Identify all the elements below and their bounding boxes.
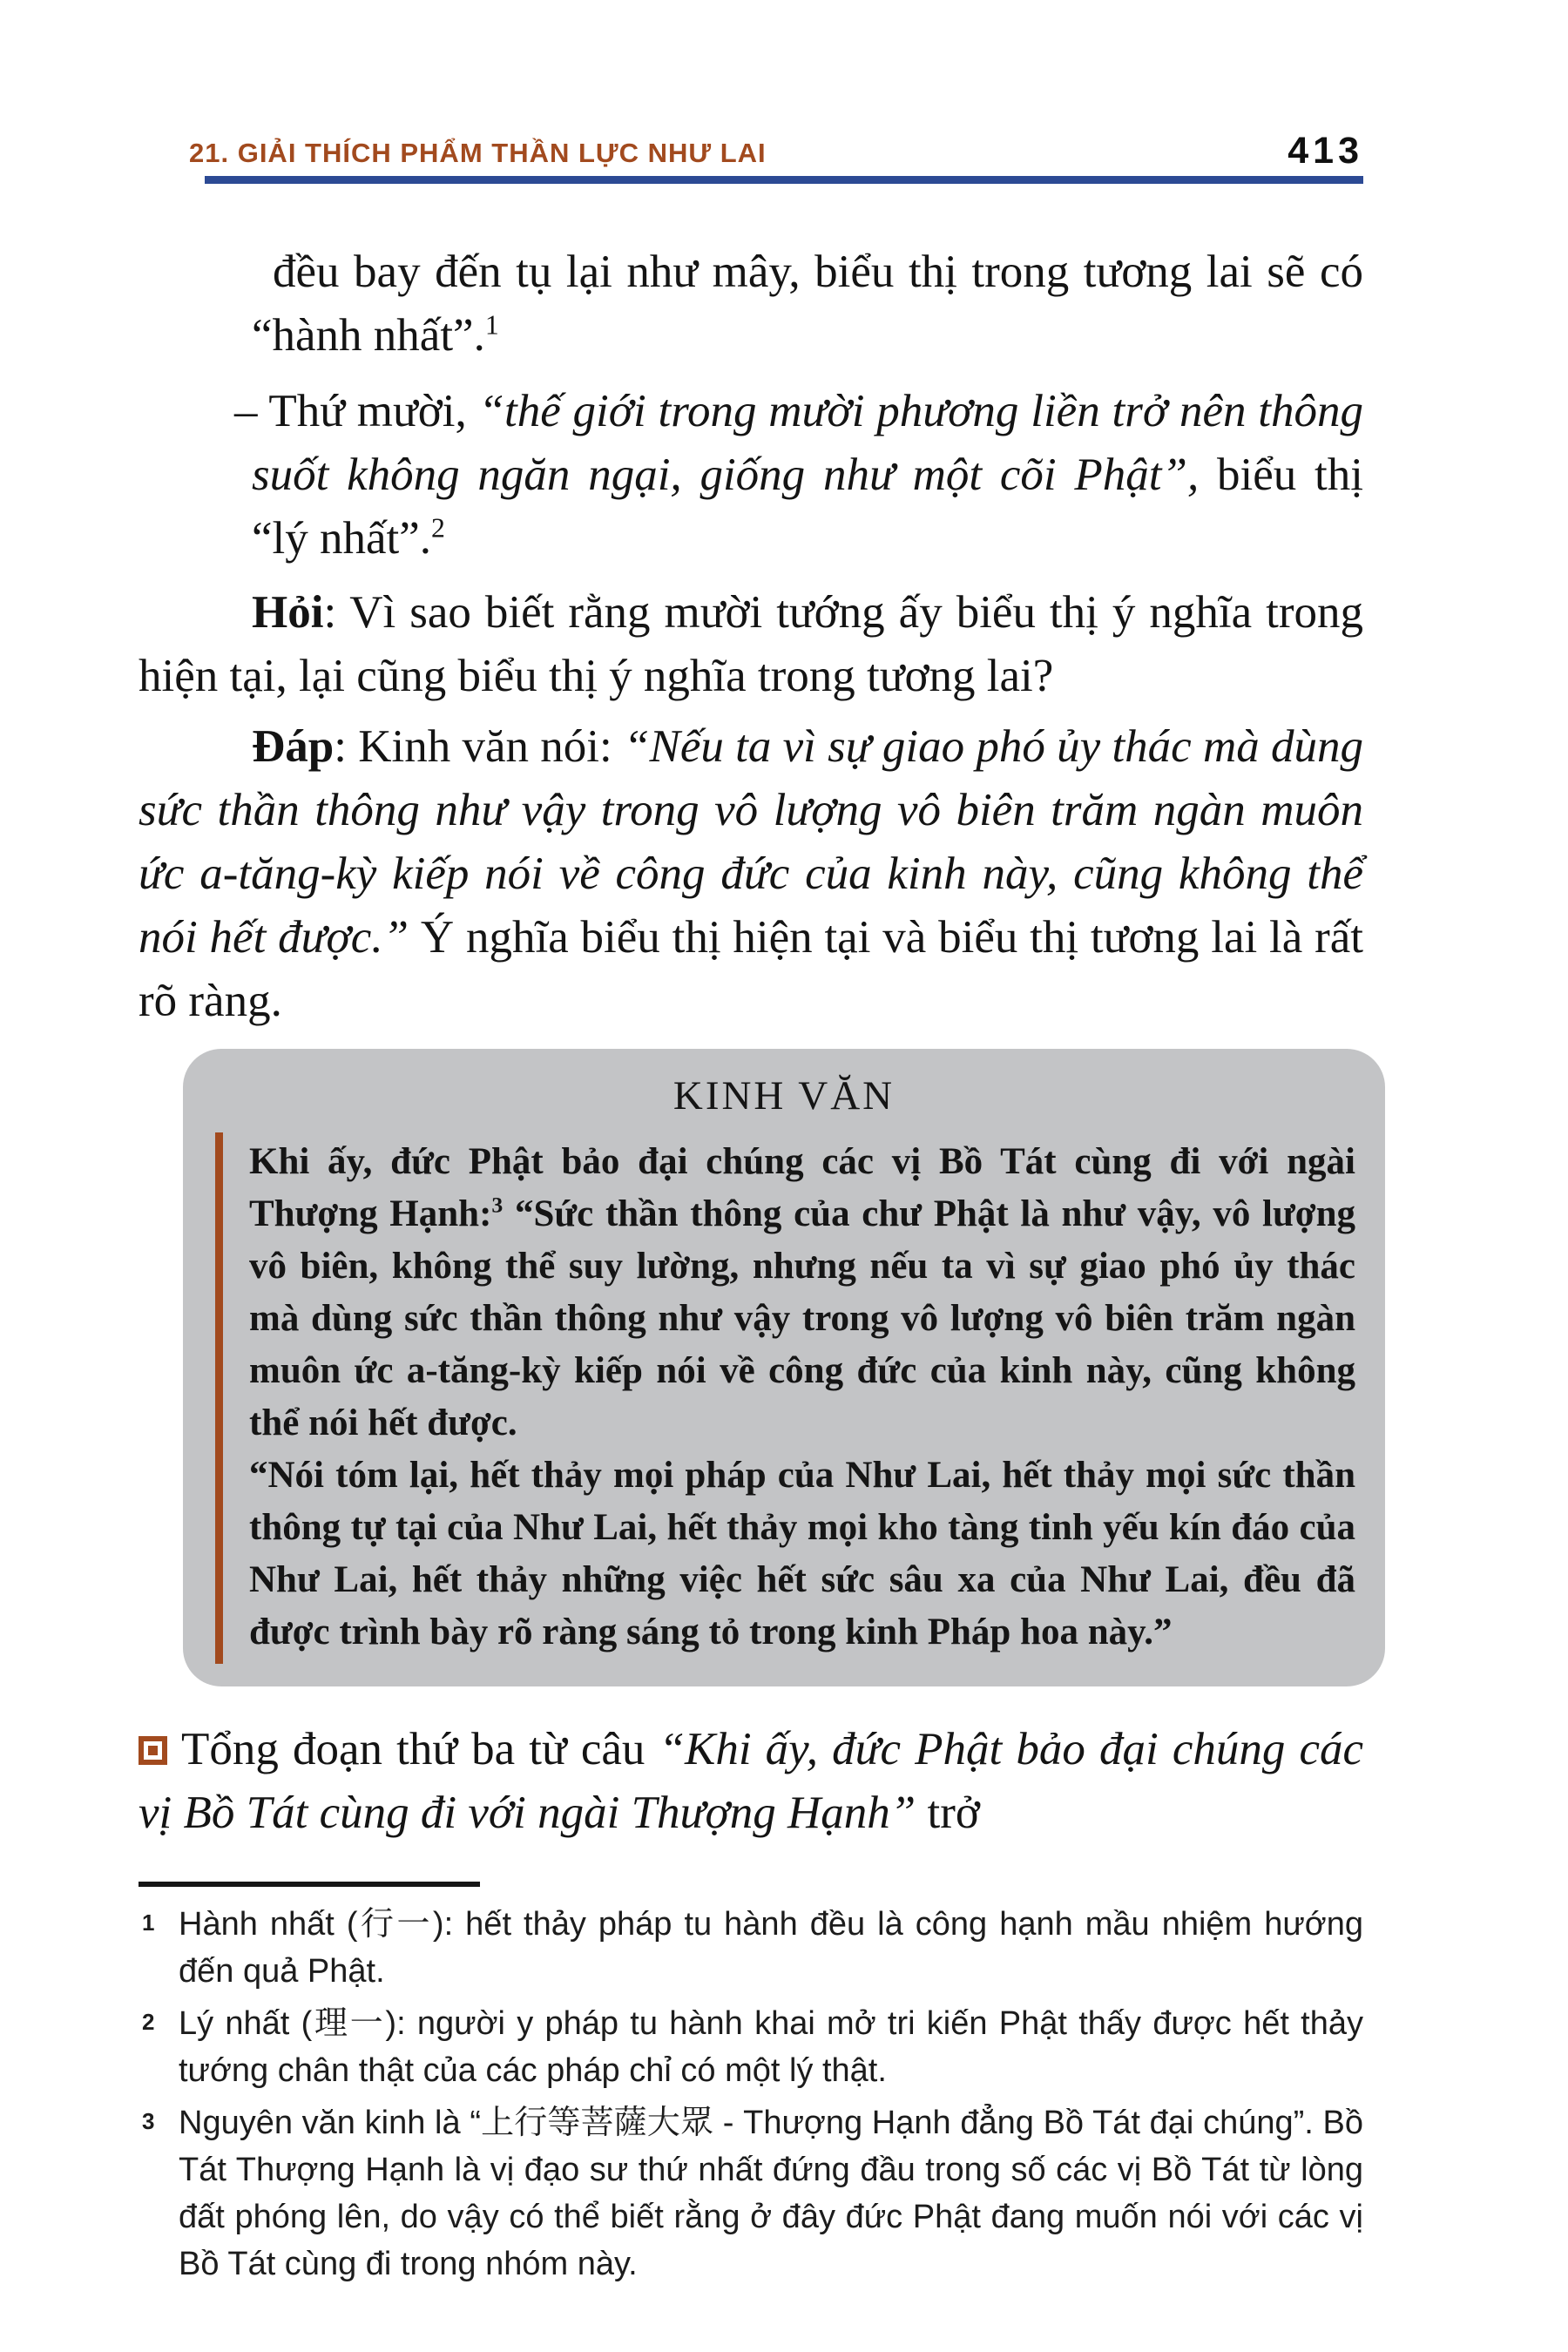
paragraph-summary-text: Tổng đoạn thứ ba từ câu “Khi ấy, đức Phật bảo đại chúng các vị Bồ Tát cùng đi với ngài Thượng Hạnh” trở (139, 1724, 1363, 1838)
page-number: 413 (1288, 130, 1363, 172)
footnotes (139, 1882, 1363, 2288)
footnote-text: Hành nhất (行一): hết thảy pháp tu hành đều là công hạnh mầu nhiệm hướng đến quả Phật. (179, 1906, 1363, 1990)
chapter-title: 21. GIẢI THÍCH PHẨM THẦN LỰC NHƯ LAI (189, 138, 767, 168)
sutra-box-paragraph-2: “Nói tóm lại, hết thảy mọi pháp của Như Lai, hết thảy mọi sức thần thông tự tại của Như Lai, hết thảy mọi kho tàng tinh yếu kín đáo của Như Lai, hết thảy những việc hết sức sâu xa của Như Lai, đều đã được trình bày rõ ràng sáng tỏ trong kinh Pháp hoa này.” (249, 1455, 1355, 1652)
section-bullet-icon (139, 1736, 167, 1765)
paragraph-question: Hỏi: Vì sao biết rằng mười tướng ấy biểu thị ý nghĩa trong hiện tại, lại cũng biểu thị ý nghĩa trong tương lai? (139, 587, 1363, 701)
footnote-item (139, 1901, 1363, 1995)
footnote-text: Nguyên văn kinh là “上行等菩薩大眾 - Thượng Hạnh đẳng Bồ Tát đại chúng”. Bồ Tát Thượng Hạnh là vị đạo sư thứ nhất đứng đầu trong số các vị Bồ Tát từ lòng đất phóng lên, do vậy có thể biết rằng ở đây đức Phật đang muốn nói với các vị Bồ Tát cùng đi trong nhóm này. (179, 2105, 1363, 2282)
running-head (189, 129, 1363, 176)
page-body (139, 218, 1363, 2288)
footnote-separator (139, 1882, 480, 1887)
sutra-box-paragraph-1: Khi ấy, đức Phật bảo đại chúng các vị Bồ Tát cùng đi với ngài Thượng Hạnh:$^3$ “Sức thần thông của chư Phật là như vậy, vô lượng vô biên, không thể suy lường, nhưng nếu ta vì sự giao phó ủy thác mà dùng sức thần thông như vậy trong vô lượng vô biên trăm ngàn muôn ức a-tăng-kỳ kiếp nói về công đức của kinh này, cũng không thể nói hết được. (249, 1141, 1355, 1443)
section-bullet-inner (148, 1746, 158, 1755)
footnote-marker: 2 (142, 2009, 155, 2035)
footnote-marker: 3 (142, 2108, 155, 2134)
paragraph-quote-continuation: đều bay đến tụ lại như mây, biểu thị trong tương lai sẽ có “hành nhất”.$^1$ (252, 247, 1363, 361)
paragraph-tenth-sign: – Thứ mười, “thế giới trong mười phương liền trở nên thông suốt không ngăn ngại, giống như một cõi Phật”, biểu thị “lý nhất”.$^2$ (234, 386, 1363, 564)
paragraph-summary (139, 1718, 1363, 1845)
footnote-text: Lý nhất (理一): người y pháp tu hành khai mở tri kiến Phật thấy được hết thảy tướng chân thật của các pháp chỉ có một lý thật. (179, 2005, 1363, 2089)
paragraph-answer: Đáp: Kinh văn nói: “Nếu ta vì sự giao phó ủy thác mà dùng sức thần thông như vậy trong vô lượng vô biên trăm ngàn muôn ức a-tăng-kỳ kiếp nói về công đức của kinh này, cũng không thể nói hết được.” Ý nghĩa biểu thị hiện tại và biểu thị tương lai là rất rõ ràng. (139, 721, 1363, 1026)
page-header (189, 129, 1363, 184)
sutra-box (183, 1049, 1385, 1686)
header-rule (205, 176, 1363, 184)
sutra-box-title: KINH VĂN (672, 1073, 896, 1119)
footnote-list (139, 1901, 1363, 2288)
footnote-item (139, 2099, 1363, 2288)
footnote-item (139, 2000, 1363, 2094)
sutra-box-content (215, 1132, 1355, 1664)
footnote-marker: 1 (142, 1909, 155, 1936)
